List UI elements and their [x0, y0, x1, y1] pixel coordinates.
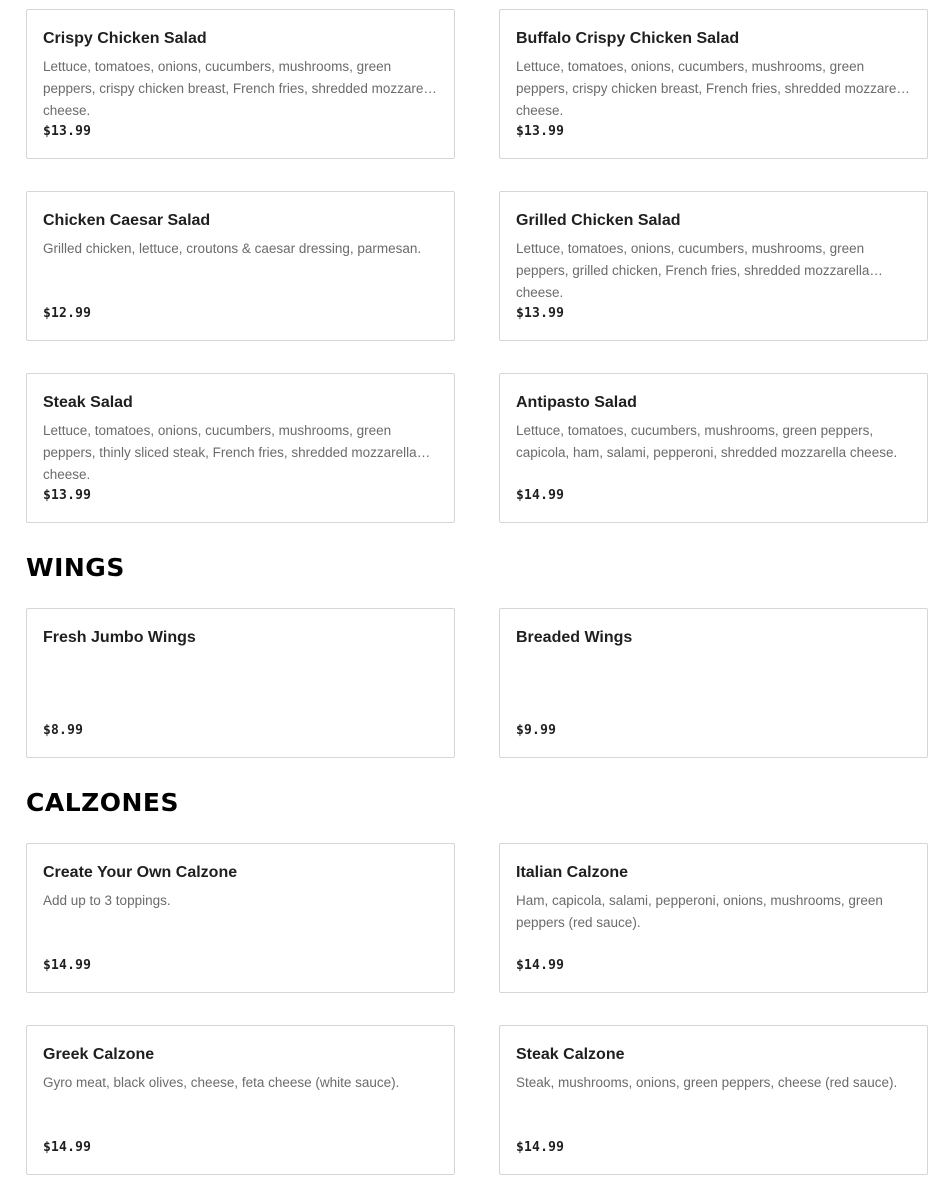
item-description: Ham, capicola, salami, pepperoni, onions, mushrooms, green peppers (red sauce). [516, 893, 883, 930]
menu-item-steak-salad[interactable] [26, 373, 455, 523]
calzones-grid [26, 843, 928, 1175]
item-description [516, 655, 911, 699]
item-price: $14.99 [516, 1140, 565, 1155]
menu-item-buffalo-crispy-chicken-salad[interactable] [499, 9, 928, 159]
menu-item-italian-calzone[interactable] [499, 843, 928, 993]
item-price: $14.99 [43, 1140, 92, 1155]
salads-grid [26, 9, 928, 523]
item-name: Steak Salad [43, 394, 133, 411]
item-description: Lettuce, tomatoes, onions, cucumbers, mushrooms, green peppers, crispy chicken breast, French fries, shredded mozzarella cheese. [43, 59, 437, 118]
item-name: Italian Calzone [516, 864, 629, 881]
item-name: Antipasto Salad [516, 394, 637, 411]
item-name: Breaded Wings [516, 629, 633, 646]
item-name: Chicken Caesar Salad [43, 212, 211, 229]
item-price: $13.99 [43, 488, 92, 503]
menu-page [26, 9, 928, 1175]
item-name: Fresh Jumbo Wings [43, 629, 196, 646]
menu-item-chicken-caesar-salad[interactable] [26, 191, 455, 341]
item-name: Greek Calzone [43, 1046, 155, 1063]
item-price: $13.99 [516, 306, 565, 321]
item-price: $12.99 [43, 306, 92, 321]
menu-item-fresh-jumbo-wings[interactable] [26, 608, 455, 758]
item-description: Add up to 3 toppings. [43, 893, 171, 908]
item-price: $14.99 [516, 958, 565, 973]
item-description: Grilled chicken, lettuce, croutons & caesar dressing, parmesan. [43, 241, 422, 256]
menu-item-crispy-chicken-salad[interactable] [26, 9, 455, 159]
item-price: $8.99 [43, 723, 84, 738]
menu-item-grilled-chicken-salad[interactable] [499, 191, 928, 341]
wings-grid [26, 608, 928, 758]
item-description: Gyro meat, black olives, cheese, feta cheese (white sauce). [43, 1075, 400, 1090]
item-name: Steak Calzone [516, 1046, 625, 1063]
item-description: Lettuce, tomatoes, onions, cucumbers, mushrooms, green peppers, thinly sliced steak, French fries, shredded mozzarella cheese. [43, 423, 417, 482]
item-name: Crispy Chicken Salad [43, 30, 207, 47]
item-description: Lettuce, tomatoes, cucumbers, mushrooms, green peppers, capicola, ham, salami, pepperoni, shredded mozzarella cheese. [516, 423, 898, 460]
item-description: Lettuce, tomatoes, onions, cucumbers, mushrooms, green peppers, crispy chicken breast, French fries, shredded mozzarella cheese. [516, 59, 910, 118]
item-description [43, 655, 438, 699]
menu-item-greek-calzone[interactable] [26, 1025, 455, 1175]
item-name: Buffalo Crispy Chicken Salad [516, 30, 740, 47]
item-name: Create Your Own Calzone [43, 864, 238, 881]
item-price: $14.99 [43, 958, 92, 973]
menu-item-breaded-wings[interactable] [499, 608, 928, 758]
item-price: $9.99 [516, 723, 557, 738]
item-price: $13.99 [43, 124, 92, 139]
menu-item-create-your-own-calzone[interactable] [26, 843, 455, 993]
item-name: Grilled Chicken Salad [516, 212, 681, 229]
section-title-calzones: CALZONES [26, 788, 180, 817]
menu-item-steak-calzone[interactable] [499, 1025, 928, 1175]
section-title-wings: WINGS [26, 553, 125, 582]
item-price: $13.99 [516, 124, 565, 139]
item-price: $14.99 [516, 488, 565, 503]
menu-item-antipasto-salad[interactable] [499, 373, 928, 523]
item-description: Lettuce, tomatoes, onions, cucumbers, mushrooms, green peppers, grilled chicken, French fries, shredded mozzarella cheese. [516, 241, 870, 300]
item-description: Steak, mushrooms, onions, green peppers, cheese (red sauce). [516, 1075, 898, 1090]
